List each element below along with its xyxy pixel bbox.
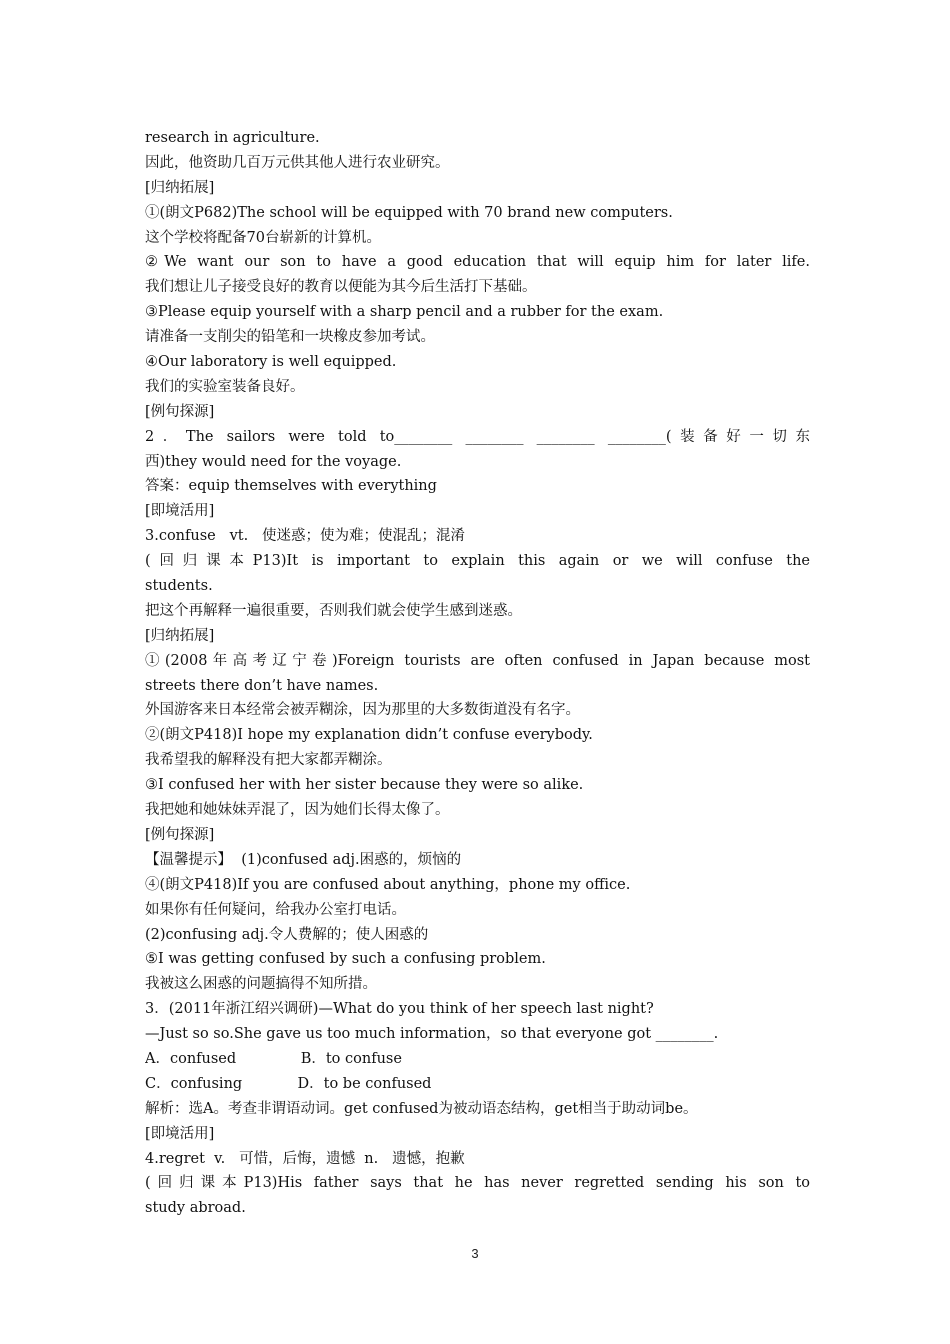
tip-line: 【温馨提示】 (1)confused adj.困惑的，烦恼的 <box>145 851 462 868</box>
text-line: ③I confused her with her sister because they were so alike. <box>145 777 584 794</box>
text-line: students. <box>145 578 213 595</box>
text-line: ⑤I was getting confused by such a confusing problem. <box>145 951 546 968</box>
text-line: ①(2008年高考辽宁卷)Foreign tourists are often confused in Japan because most <box>145 652 810 669</box>
text-line: 把这个再解释一遍很重要，否则我们就会使学生感到迷惑。 <box>145 602 522 619</box>
section-heading: [例句探源] <box>145 826 215 843</box>
text-line: 我希望我的解释没有把大家都弄糊涂。 <box>145 752 392 769</box>
answer-line: 答案：equip themselves with everything <box>145 478 437 495</box>
text-line: ④Our laboratory is well equipped. <box>145 354 397 371</box>
question-line: —Just so so.She gave us too much information，so that everyone got ________. <box>145 1026 719 1043</box>
question-line: 3．(2011年浙江绍兴调研)—What do you think of her speech last night? <box>145 1001 654 1018</box>
text-line: 西)they would need for the voyage. <box>145 453 402 470</box>
text-line: research in agriculture. <box>145 130 320 146</box>
text-line: 我们的实验室装备良好。 <box>145 378 305 395</box>
text-line: 我们想让儿子接受良好的教育以便能为其今后生活打下基础。 <box>145 279 537 296</box>
text-line: 外国游客来日本经常会被弄糊涂，因为那里的大多数街道没有名字。 <box>145 702 580 719</box>
text-line: 因此，他资助几百万元供其他人进行农业研究。 <box>145 154 450 171</box>
text-line: 2．The sailors were told to________ ________ ________ ________(装备好一切东 <box>145 428 810 445</box>
text-line: 请准备一支削尖的铅笔和一块橡皮参加考试。 <box>145 329 435 346</box>
section-heading: [归纳拓展] <box>145 179 215 196</box>
vocab-entry: 3.confuse vt. 使迷惑；使为难；使混乱；混淆 <box>145 528 466 545</box>
text-line: streets there don’t have names. <box>145 677 379 694</box>
text-line: (回归课本P13)His father says that he has never regretted sending his son to <box>145 1175 810 1192</box>
section-heading: [例句探源] <box>145 403 215 420</box>
text-line: ②(朗文P418)I hope my explanation didn’t confuse everybody. <box>145 727 593 744</box>
text-line: 我被这么困惑的问题搞得不知所措。 <box>145 976 377 993</box>
text-line: 这个学校将配备70台崭新的计算机。 <box>145 229 381 246</box>
explanation-line: 解析：选A。考查非谓语动词。get confused为被动语态结构，get相当于助动词be。 <box>145 1100 698 1117</box>
text-line: ④(朗文P418)If you are confused about anything，phone my office. <box>145 876 631 893</box>
section-heading: [即境活用] <box>145 503 215 520</box>
section-heading: [即境活用] <box>145 1125 215 1142</box>
section-heading: [归纳拓展] <box>145 627 215 644</box>
option-line: A．confused B．to confuse <box>145 1050 402 1067</box>
text-line: 如果你有任何疑问，给我办公室打电话。 <box>145 901 406 918</box>
text-line: study abroad. <box>145 1200 246 1217</box>
text-line: (回归课本P13)It is important to explain this again or we will confuse the <box>145 553 810 570</box>
option-line: C．confusing D．to be confused <box>145 1075 432 1092</box>
text-line: ③Please equip yourself with a sharp pencil and a rubber for the exam. <box>145 304 664 321</box>
page-body <box>145 126 810 1221</box>
text-line: 我把她和她妹妹弄混了，因为她们长得太像了。 <box>145 802 450 819</box>
page-number: 3 <box>471 1246 479 1261</box>
text-line: (2)confusing adj.令人费解的；使人困惑的 <box>145 926 429 943</box>
vocab-entry: 4.regret v. 可惜，后悔，遗憾 n. 遗憾，抱歉 <box>145 1150 465 1167</box>
text-line: ①(朗文P682)The school will be equipped with 70 brand new computers. <box>145 204 673 221</box>
text-line: ②We want our son to have a good education that will equip him for later life. <box>145 254 810 271</box>
